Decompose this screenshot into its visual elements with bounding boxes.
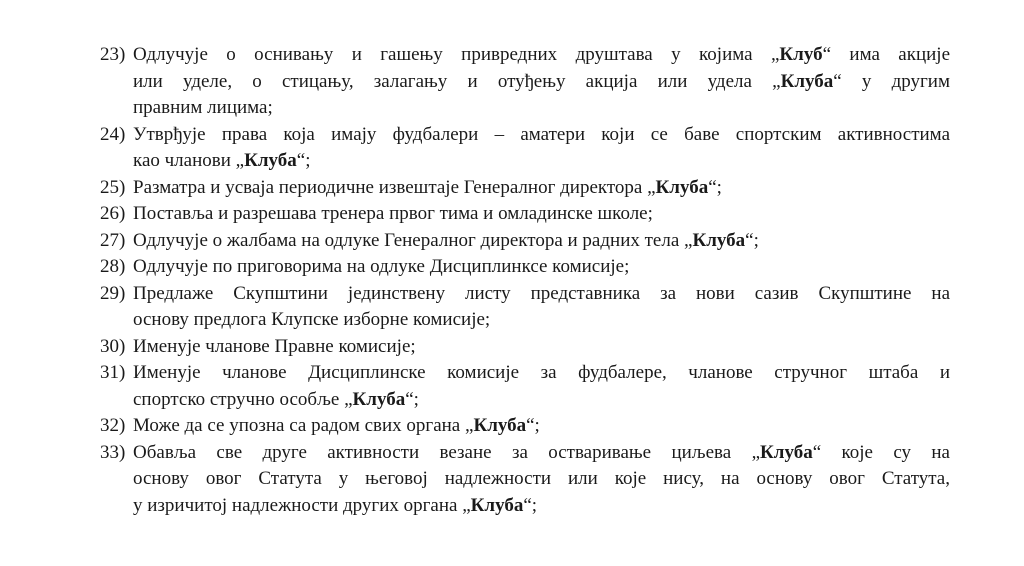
item-text-tail: “ има акције [822,44,951,65]
item-text: или уделе, о стицању, залагању и отуђењу акција или удела „ [133,70,781,92]
item-text: као чланови „ [133,150,245,171]
item-text-tail: “; [405,388,419,410]
item-line [133,95,950,122]
list-item [100,228,950,255]
item-text: Утврђује права која имају фудбалери – аматери који се баве спортским активностима [133,123,950,145]
item-text-tail: “; [708,176,722,198]
item-number: 32) [100,415,126,436]
item-line [133,493,950,520]
list-item [100,122,950,175]
item-text: Обавља све друге активности везане за остваривање циљева „ [133,441,761,463]
club-name-bold: Клуба [780,70,834,92]
item-number: 26) [100,203,126,224]
item-number: 30) [100,335,126,357]
list-item [100,254,950,281]
item-text: Поставља и разрешава тренера првог тима и омладинске школе; [133,203,653,224]
club-name-bold: Клуба [470,494,524,516]
list-item [100,360,950,413]
item-number: 23) [100,44,126,65]
list-item [100,201,950,228]
item-text: Одлучује по приговорима на одлуке Дисциплинксе комисије; [133,256,630,277]
club-name-bold: Клуба [352,388,406,410]
item-text: основу предлога Клупске изборне комисије; [133,309,491,330]
list-item [100,281,950,334]
club-name-bold: Клуба [760,441,813,463]
item-line [133,360,950,387]
item-text: Именује чланове Правне комисије; [133,335,416,357]
item-text-tail: “; [523,494,538,516]
list-item [100,175,950,202]
item-line [133,42,950,69]
item-line [133,175,950,202]
item-text: у изричитој надлежности других органа „ [133,494,471,516]
item-text: Предлаже Скупштини јединствену листу представника за нови сазив Скупштине на [133,282,950,304]
item-text: Одлучује о оснивању и гашењу привредних друштава у којима „ [133,44,780,65]
club-name-bold: Клуба [244,150,297,171]
item-text-tail: “ у другим [833,70,950,92]
item-line [133,122,950,149]
item-number: 27) [100,229,126,251]
item-text-tail: “; [745,229,759,251]
list-item [100,440,950,520]
item-line [133,440,950,467]
item-line [133,307,950,334]
item-text-tail: “; [296,150,311,171]
club-name-bold: Клуба [655,176,709,198]
item-number: 31) [100,362,126,383]
list-item [100,413,950,440]
item-line [133,254,950,281]
item-text: Одлучује о жалбама на одлуке Генералног директора и радних тела „ [133,229,693,251]
item-text: спортско стручно особље „ [133,388,353,410]
club-name-bold: Клуба [692,229,746,251]
item-number: 29) [100,282,126,304]
item-line [133,69,950,96]
list-item [100,42,950,122]
item-text: Може да се упозна са радом свих органа „ [133,415,474,436]
item-line [133,466,950,493]
item-text: основу овог Статута у његовој надлежности или које нису, на основу овог Статута, [133,468,950,489]
list-item [100,334,950,361]
item-text-tail: “ које су на [812,441,950,463]
club-name-bold: Клуб [779,44,823,65]
item-line [133,201,950,228]
item-line [133,281,950,308]
item-text-tail: “; [526,415,540,436]
item-line [133,413,950,440]
item-line [133,387,950,414]
item-number: 24) [100,123,126,145]
club-name-bold: Клуба [473,415,527,436]
item-text: Разматра и усваја периодичне извештаје Генералног директора „ [133,176,656,198]
item-number: 33) [100,441,126,463]
item-text: Именује чланове Дисциплинске комисије за фудбалере, чланове стручног штаба и [133,362,950,383]
item-line [133,228,950,255]
item-line [133,334,950,361]
item-line [133,148,950,175]
item-number: 25) [100,176,126,198]
item-number: 28) [100,256,126,277]
item-text: правним лицима; [133,97,273,118]
